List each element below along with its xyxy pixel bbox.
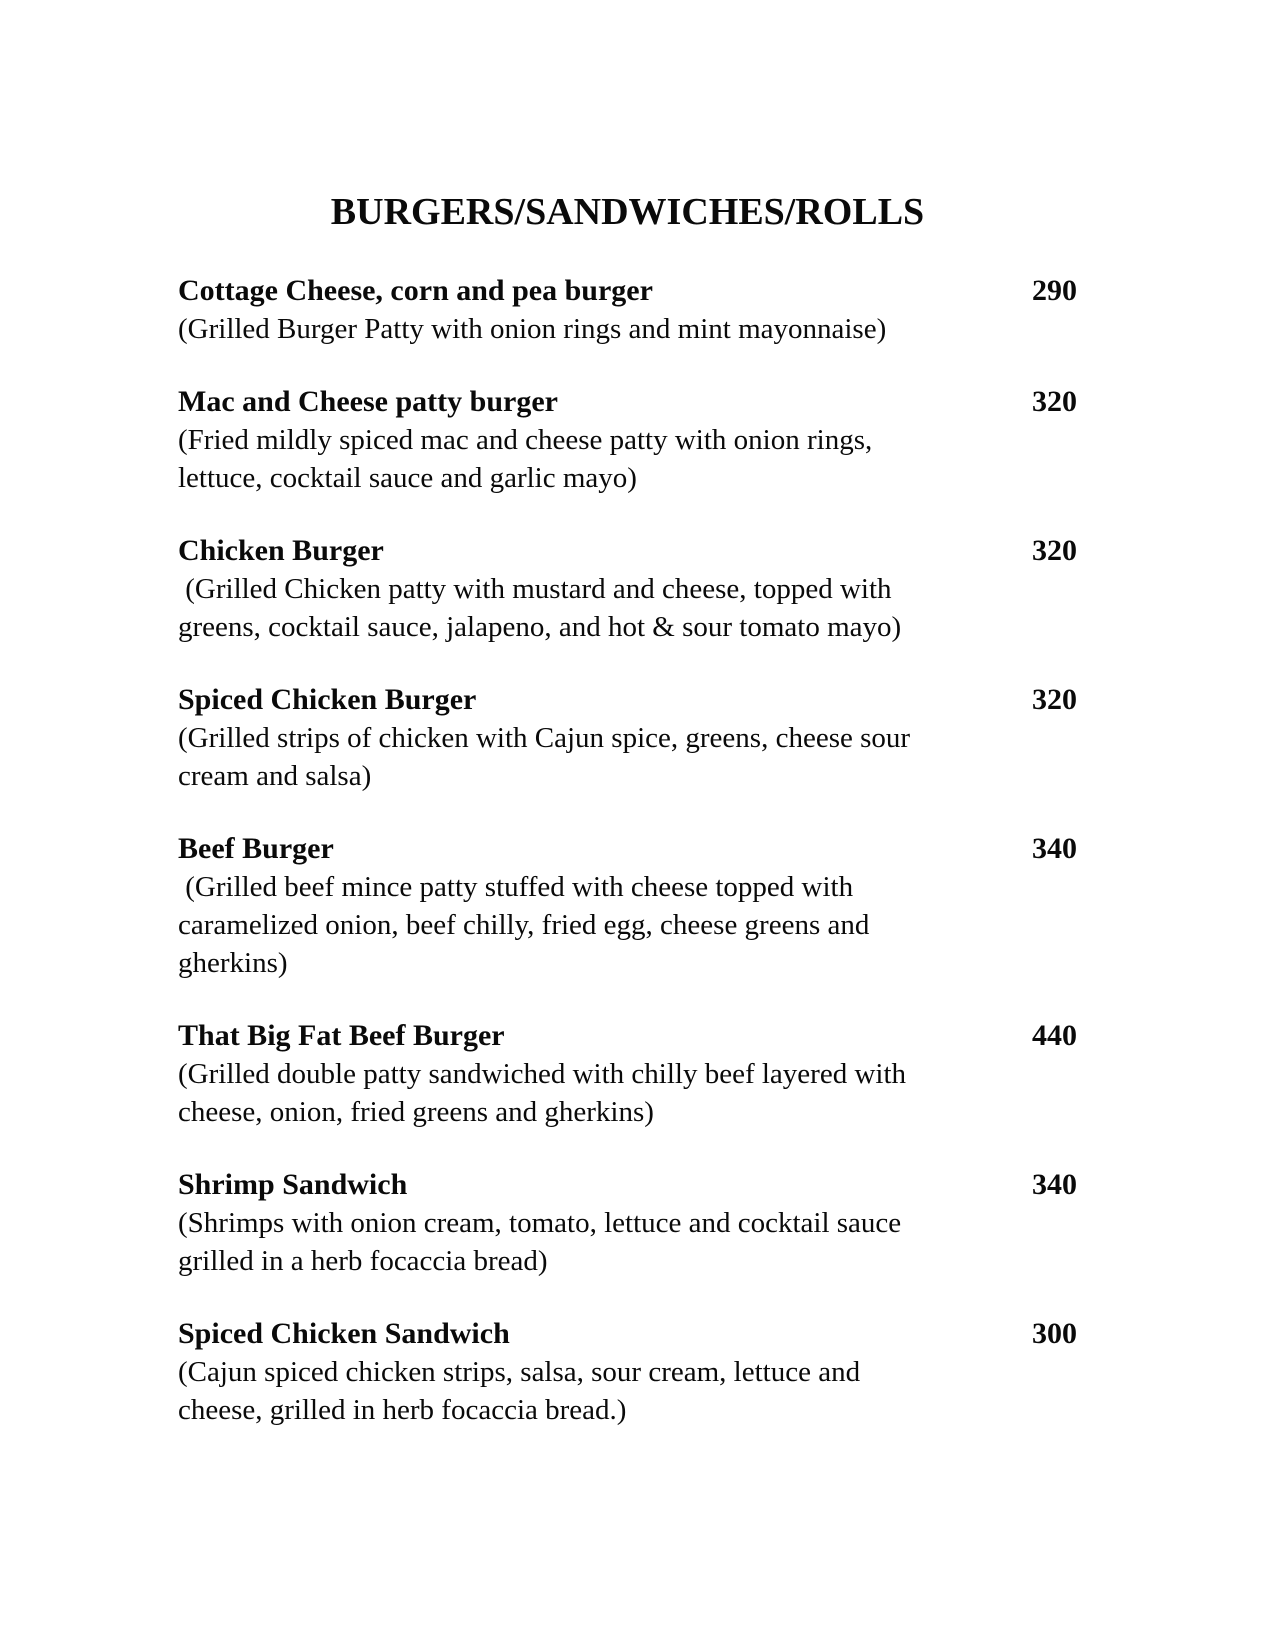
menu-item-description: (Grilled Chicken patty with mustard and cheese, topped with greens, cocktail sauce, jalapeno, and hot & sour tomato mayo) bbox=[178, 573, 902, 643]
menu-item-name: Shrimp Sandwich bbox=[178, 1168, 408, 1201]
menu-item-name: That Big Fat Beef Burger bbox=[178, 1019, 505, 1052]
menu-item-price: 320 bbox=[1032, 385, 1077, 418]
menu-item-header bbox=[178, 1017, 1077, 1055]
menu-item bbox=[178, 1166, 1077, 1280]
menu-item-price: 340 bbox=[1032, 832, 1077, 865]
menu-item-name: Spiced Chicken Burger bbox=[178, 683, 477, 716]
menu-item-name: Spiced Chicken Sandwich bbox=[178, 1317, 510, 1350]
menu-item-price: 340 bbox=[1032, 1168, 1077, 1201]
page-title: BURGERS/SANDWICHES/ROLLS bbox=[330, 191, 925, 233]
menu-item-description: (Grilled strips of chicken with Cajun spice, greens, cheese sour cream and salsa) bbox=[178, 722, 911, 792]
menu-item bbox=[178, 681, 1077, 795]
menu-item-header bbox=[178, 830, 1077, 868]
menu-item-header bbox=[178, 272, 1077, 310]
menu-content bbox=[178, 190, 1077, 1429]
menu-item-price: 320 bbox=[1032, 534, 1077, 567]
menu-item-description: (Fried mildly spiced mac and cheese patty with onion rings, lettuce, cocktail sauce and garlic mayo) bbox=[178, 424, 873, 494]
menu-item bbox=[178, 532, 1077, 646]
menu-item-header bbox=[178, 532, 1077, 570]
menu-item-description: (Grilled double patty sandwiched with chilly beef layered with cheese, onion, fried greens and gherkins) bbox=[178, 1058, 907, 1128]
menu-item bbox=[178, 830, 1077, 982]
menu-item-price: 300 bbox=[1032, 1317, 1077, 1350]
menu-item-list bbox=[178, 272, 1077, 1429]
menu-item-description: (Cajun spiced chicken strips, salsa, sour cream, lettuce and cheese, grilled in herb focaccia bread.) bbox=[178, 1356, 861, 1426]
menu-item-header bbox=[178, 1166, 1077, 1204]
menu-item bbox=[178, 1315, 1077, 1429]
menu-item-header bbox=[178, 383, 1077, 421]
menu-item bbox=[178, 1017, 1077, 1131]
menu-item-header bbox=[178, 1315, 1077, 1353]
menu-item-description: (Shrimps with onion cream, tomato, lettuce and cocktail sauce grilled in a herb focaccia bread) bbox=[178, 1207, 902, 1277]
menu-item bbox=[178, 383, 1077, 497]
menu-item-name: Beef Burger bbox=[178, 832, 334, 865]
menu-item-price: 290 bbox=[1032, 274, 1077, 307]
menu-item-description: (Grilled Burger Patty with onion rings and mint mayonnaise) bbox=[178, 313, 887, 345]
menu-item-header bbox=[178, 681, 1077, 719]
menu-item-price: 320 bbox=[1032, 683, 1077, 716]
menu-item-name: Mac and Cheese patty burger bbox=[178, 385, 558, 418]
menu-item-name: Chicken Burger bbox=[178, 534, 384, 567]
menu-item-description: (Grilled beef mince patty stuffed with cheese topped with caramelized onion, beef chilly, fried egg, cheese greens and gherkins) bbox=[178, 871, 870, 979]
menu-item-name: Cottage Cheese, corn and pea burger bbox=[178, 274, 653, 307]
menu-item-price: 440 bbox=[1032, 1019, 1077, 1052]
menu-item bbox=[178, 272, 1077, 348]
